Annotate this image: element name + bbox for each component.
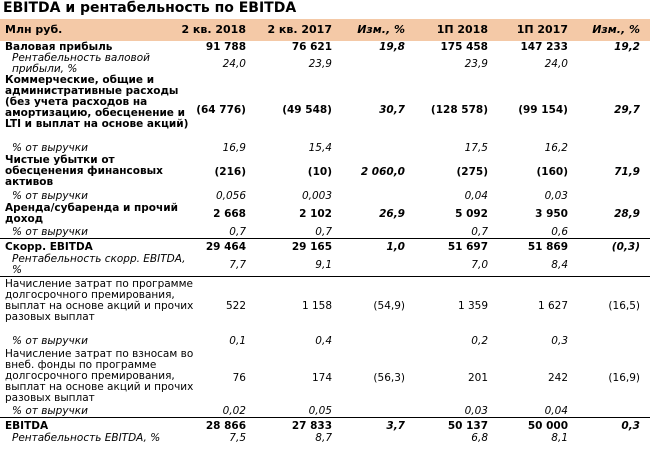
cell-value: 0,03 — [544, 190, 568, 202]
cell-value: 27 833 — [291, 420, 332, 432]
table-row — [0, 406, 650, 418]
cell-value: 0,04 — [464, 190, 488, 202]
cell-value: 201 — [467, 372, 488, 384]
table-row — [0, 433, 650, 444]
cell-value: 2 102 — [299, 208, 332, 220]
cell-value: (99 154) — [518, 104, 568, 116]
cell-value: 15,4 — [308, 142, 332, 154]
cell-value: 147 233 — [520, 41, 568, 53]
table-row — [0, 349, 650, 404]
cell-value: 1 359 — [457, 300, 488, 312]
table-row — [0, 155, 650, 188]
cell-value: 0,04 — [544, 405, 568, 417]
cell-value: 0,02 — [222, 405, 246, 417]
cell-value: 29 165 — [291, 241, 332, 253]
row-label: % от выручки — [12, 190, 88, 202]
cell-value: 0,056 — [215, 190, 246, 202]
cell-value: 24,0 — [222, 58, 246, 70]
cell-value: 71,9 — [614, 166, 640, 178]
cell-value: (16,5) — [608, 300, 640, 312]
row-label: Валовая прибыль — [5, 41, 113, 53]
cell-value: 30,7 — [379, 104, 405, 116]
cell-value: 9,1 — [315, 259, 332, 271]
cell-value: 1 158 — [301, 300, 332, 312]
header-change-q: Изм., % — [357, 23, 405, 36]
cell-value: (216) — [214, 166, 246, 178]
cell-value: 0,1 — [229, 335, 246, 347]
header-h1-2017: 1П 2017 — [516, 23, 568, 36]
cell-value: 3 950 — [535, 208, 568, 220]
cell-value: 8,1 — [551, 432, 568, 444]
cell-value: (275) — [456, 166, 488, 178]
cell-value: 91 788 — [205, 41, 246, 53]
cell-value: 51 869 — [527, 241, 568, 253]
cell-value: (128 578) — [430, 104, 488, 116]
table-header — [0, 19, 650, 41]
cell-value: 6,8 — [471, 432, 488, 444]
row-label: Начисление затрат по взносам во внеб. фонды по программе долгосрочного премирования, выплат на основе акций и прочих разовых выплат — [5, 348, 194, 404]
cell-value: 29 464 — [205, 241, 246, 253]
cell-value: 5 092 — [455, 208, 488, 220]
cell-value: 28 866 — [205, 420, 246, 432]
row-label: Рентабельность валовой прибыли, % — [12, 52, 150, 75]
cell-value: 0,4 — [315, 335, 332, 347]
header-q2-2018: 2 кв. 2018 — [181, 23, 246, 36]
cell-value: (10) — [307, 166, 332, 178]
cell-value: 3,7 — [386, 420, 405, 432]
table-row — [0, 203, 650, 225]
cell-value: 8,7 — [315, 432, 332, 444]
row-label: Рентабельность EBITDA, % — [12, 432, 161, 444]
row-label: Коммерческие, общие и административные расходы (без учета расходов на амортизацию, обесценение и LTI и выплат на основе акций) — [5, 74, 189, 130]
row-label: % от выручки — [12, 405, 88, 417]
cell-value: 7,7 — [229, 259, 246, 271]
row-label: Аренда/субаренда и прочий доход — [5, 202, 178, 225]
cell-value: 0,03 — [464, 405, 488, 417]
cell-value: 76 — [232, 372, 246, 384]
cell-value: 0,3 — [621, 420, 640, 432]
table-row — [0, 75, 650, 141]
cell-value: 24,0 — [544, 58, 568, 70]
cell-value: 0,7 — [471, 226, 488, 238]
cell-value: 174 — [311, 372, 332, 384]
header-unit: Млн руб. — [5, 23, 63, 36]
cell-value: 0,6 — [551, 226, 568, 238]
cell-value: 8,4 — [551, 259, 568, 271]
cell-value: 2 668 — [213, 208, 246, 220]
cell-value: 28,9 — [614, 208, 640, 220]
cell-value: 19,8 — [379, 41, 405, 53]
row-label: % от выручки — [12, 335, 88, 347]
cell-value: (49 548) — [282, 104, 332, 116]
cell-value: 19,2 — [614, 41, 640, 53]
cell-value: 0,05 — [308, 405, 332, 417]
cell-value: 242 — [547, 372, 568, 384]
cell-value: 7,0 — [471, 259, 488, 271]
cell-value: 23,9 — [308, 58, 332, 70]
cell-value: 0,003 — [301, 190, 332, 202]
cell-value: 1,0 — [386, 241, 405, 253]
cell-value: 16,9 — [222, 142, 246, 154]
cell-value: 7,5 — [229, 432, 246, 444]
table-row — [0, 53, 650, 75]
cell-value: 1 627 — [537, 300, 568, 312]
table-row — [0, 421, 650, 432]
row-label: Чистые убытки от обесценения финансовых активов — [5, 154, 163, 188]
table-row — [0, 143, 650, 154]
cell-value: 29,7 — [614, 104, 640, 116]
header-change-h: Изм., % — [592, 23, 640, 36]
table-row — [0, 242, 650, 253]
cell-value: 16,2 — [544, 142, 568, 154]
table-row — [0, 191, 650, 202]
cell-value: 0,7 — [229, 226, 246, 238]
cell-value: 0,2 — [471, 335, 488, 347]
cell-value: 175 458 — [440, 41, 488, 53]
cell-value: (0,3) — [611, 241, 640, 253]
cell-value: 522 — [225, 300, 246, 312]
row-label: Скорр. EBITDA — [5, 241, 93, 253]
cell-value: (160) — [536, 166, 568, 178]
cell-value: 0,3 — [551, 335, 568, 347]
cell-value: 26,9 — [379, 208, 405, 220]
cell-value: 51 697 — [447, 241, 488, 253]
row-label: % от выручки — [12, 226, 88, 238]
cell-value: (16,9) — [608, 372, 640, 384]
row-label: Начисление затрат по программе долгосрочного премирования, выплат на основе акций и прочих разовых выплат — [5, 278, 194, 323]
row-label: EBITDA — [5, 420, 49, 432]
row-label: Рентабельность скорр. EBITDA, % — [12, 253, 186, 276]
cell-value: 2 060,0 — [360, 166, 405, 178]
table-row — [0, 254, 650, 277]
cell-value: 17,5 — [464, 142, 488, 154]
cell-value: (54,9) — [373, 300, 405, 312]
table-row — [0, 279, 650, 334]
cell-value: 76 621 — [291, 41, 332, 53]
row-label: % от выручки — [12, 142, 88, 154]
cell-value: (56,3) — [373, 372, 405, 384]
cell-value: 23,9 — [464, 58, 488, 70]
table-row — [0, 227, 650, 239]
cell-value: 50 137 — [447, 420, 488, 432]
cell-value: 0,7 — [315, 226, 332, 238]
header-h1-2018: 1П 2018 — [436, 23, 488, 36]
header-q2-2017: 2 кв. 2017 — [267, 23, 332, 36]
cell-value: (64 776) — [196, 104, 246, 116]
cell-value: 50 000 — [527, 420, 568, 432]
table-row — [0, 336, 650, 347]
report-title: EBITDA и рентабельность по EBITDA — [3, 0, 297, 16]
